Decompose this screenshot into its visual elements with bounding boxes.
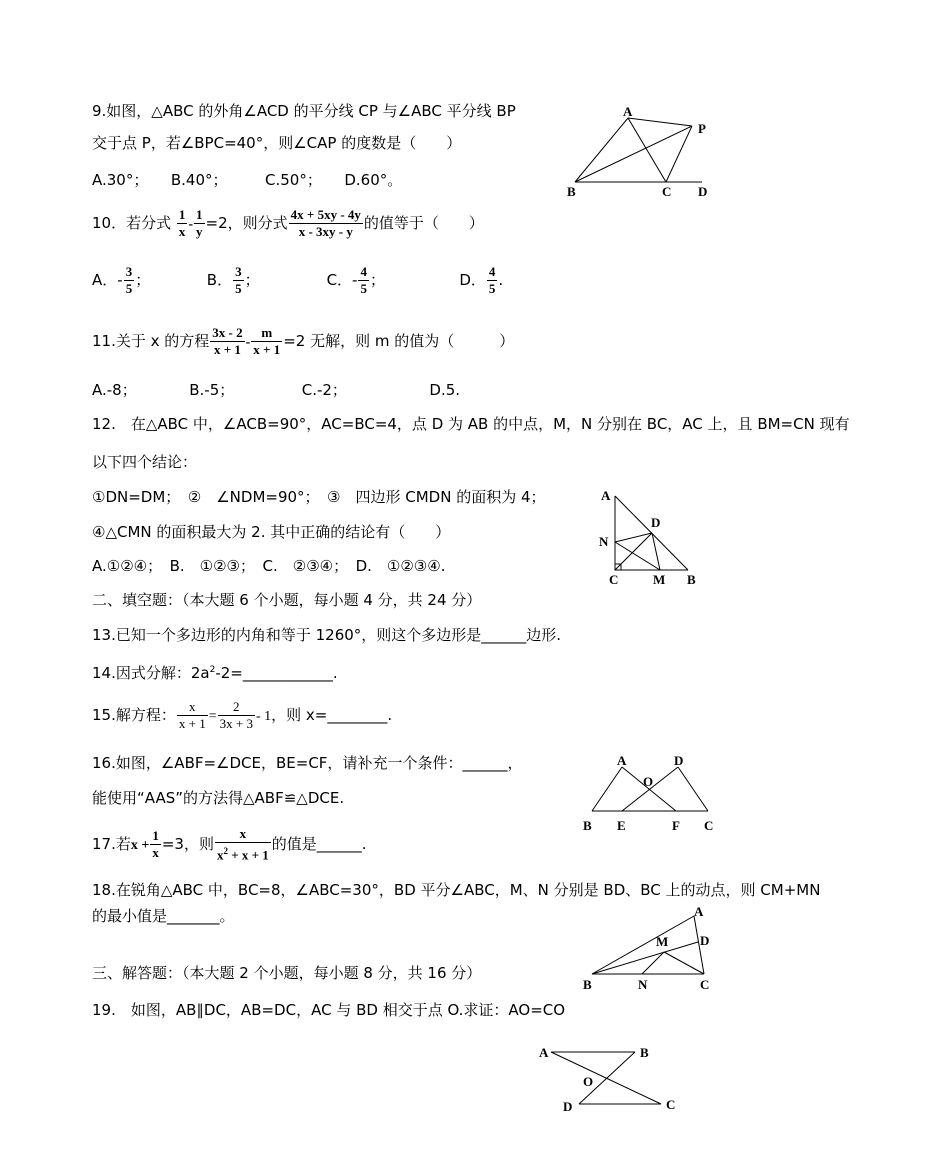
q19-label-o: O (583, 1074, 594, 1089)
q10-eq: =2，则分式 (205, 214, 288, 232)
q10-optb-frac (233, 264, 244, 297)
q11-options: A.-8； B.-5； C.-2； D.5. (92, 381, 461, 399)
q19-label-c: C (666, 1097, 676, 1112)
q10-optc-label: C．- (326, 271, 358, 289)
q15-prefix: 15.解方程： (92, 706, 176, 724)
q11-minus: - (245, 335, 251, 350)
q10-opta-frac (124, 264, 135, 297)
q10-f2-num: 1 (196, 207, 203, 222)
q11-fraction-2 (251, 325, 282, 358)
q10-optb-end: ； (244, 271, 260, 289)
q18-line-bd (592, 942, 698, 974)
q14-superscript: 2 (209, 665, 216, 675)
q10-optd-den: 5 (488, 281, 496, 296)
q10-optc-end: ； (369, 271, 385, 289)
q14-line (92, 660, 338, 683)
q9-line-ac (628, 118, 666, 182)
q10-prefix: 10．若分式 (92, 214, 172, 232)
q9-label-b: B (567, 184, 576, 199)
q12-label-a: A (601, 488, 611, 503)
q17-prefix: 17.若 (92, 835, 131, 854)
q16-label-b: B (583, 818, 592, 833)
q18-line-ba (592, 916, 694, 974)
q17-fraction-2 (215, 826, 271, 863)
q17-f2-num: x (215, 826, 271, 843)
q18-label-c: C (700, 977, 710, 992)
q9-figure (560, 102, 720, 202)
q18-line-mc (664, 952, 704, 974)
q10-opta-num: 3 (125, 264, 133, 279)
q12-line5: A.①②④； B. ①②③； C. ②③④； D. ①②③④. (92, 557, 446, 575)
q16-label-a: A (617, 753, 627, 768)
q10-optd-end: . (498, 271, 504, 289)
q10-f2-den: y (196, 224, 203, 239)
q18-label-n: N (638, 977, 648, 992)
q15-f2-num: 2 (218, 699, 255, 716)
q19-label-a: A (539, 1045, 549, 1060)
q15-line (92, 697, 392, 735)
q16-line2: 能使用“AAS”的方法得△ABF≌△DCE. (92, 789, 345, 807)
q16-line-dc (678, 767, 708, 811)
q15-f2-den: 3x + 3 (219, 716, 253, 731)
q16-line-ba (592, 767, 622, 811)
q9-options: A.30°； B.40°； C.50°； D.60°。 (92, 171, 403, 189)
q17-f1-num: 1 (152, 828, 159, 844)
q12-line3: ①DN=DM； ② ∠NDM=90°； ③ 四边形 CMDN 的面积为 4； (92, 488, 546, 506)
q10-optb-den: 5 (235, 281, 242, 296)
q13-line: 13.已知一个多边形的内角和等于 1260°，则这个多边形是______边形. (92, 626, 562, 644)
q10-f1-den: x (178, 224, 186, 239)
q10-option-b (207, 262, 322, 298)
q16-line1: 16.如图，∠ABF=∠DCE，BE=CF，请补充一个条件：______， (92, 754, 523, 772)
q9-line-bp (575, 126, 692, 182)
q11-fraction-1 (210, 325, 244, 358)
q9-line-cp (666, 126, 692, 182)
section-3-heading: 三、解答题：（本大题 2 个小题，每小题 8 分，共 16 分） (92, 964, 482, 982)
q9-line-ap (628, 118, 692, 126)
q15-minus1: - 1 (255, 709, 272, 724)
q10-optc-frac (358, 264, 369, 297)
q9-line1: 9.如图，△ABC 的外角∠ACD 的平分线 CP 与∠ABC 平分线 BP (92, 102, 516, 120)
q10-option-c (327, 262, 455, 298)
q18-line2: 的最小值是_______。 (92, 907, 235, 925)
q18-label-d: D (700, 933, 710, 948)
q11-f1-den: x + 1 (213, 342, 241, 357)
q11-prefix: 11.关于 x 的方程 (92, 332, 210, 350)
q15-eq: = (208, 709, 217, 724)
q17-f2-den (215, 843, 271, 863)
q10-suffix: 的值等于（ ） (363, 214, 484, 232)
q16-label-e: E (617, 818, 626, 833)
q10-optb-label: B． (206, 271, 233, 289)
q15-suffix: ，则 x=________. (271, 706, 393, 724)
q11-suffix: =2 无解，则 m 的值为（ ） (283, 332, 515, 350)
q10-optd-num: 4 (488, 264, 496, 279)
q10-opta-label: A．- (92, 271, 123, 289)
q18-line1: 18.在锐角△ABC 中，BC=8，∠ABC=30°，BD 平分∠ABC，M、N 分别是 BD、BC 上的动点，则 CM+MN (92, 881, 821, 899)
q18-label-b: B (583, 977, 592, 992)
q10-fraction-1 (177, 207, 188, 240)
q12-line1: 12. 在△ABC 中，∠ACB=90°，AC=BC=4，点 D 为 AB 的中点，M，N 分别在 BC，AC 上，且 BM=CN 现有 (92, 415, 850, 433)
q11-line (92, 323, 514, 361)
q16-label-c: C (704, 818, 714, 833)
q12-line2: 以下四个结论： (92, 453, 198, 471)
q19-line: 19. 如图，AB∥DC，AB=DC，AC 与 BD 相交于点 O.求证：AO=CO (92, 1001, 566, 1019)
q9-label-p: P (698, 121, 706, 136)
q12-label-b: B (687, 572, 696, 587)
q10-f3-den: x - 3xy - y (298, 224, 353, 239)
q19-figure (533, 1040, 693, 1120)
q17-f1-den: x (152, 845, 159, 861)
q16-label-o: O (643, 774, 654, 789)
q10-options (92, 262, 503, 298)
q12-line-nm (615, 542, 660, 570)
q10-option-a (92, 262, 202, 298)
q10-opta-end: ； (135, 271, 151, 289)
q17-x-plus: x + (130, 838, 150, 854)
q17-f2-den-sup: 2 (223, 846, 228, 856)
q9-line-ba (575, 118, 628, 182)
q16-label-d: D (674, 753, 684, 768)
q17-fraction-1 (150, 828, 161, 861)
q10-fraction-2 (194, 207, 205, 240)
q10-optc-num: 4 (360, 264, 367, 279)
q14-suffix: -2=____________. (215, 664, 338, 682)
q15-f1-den: x + 1 (178, 716, 206, 731)
q15-fraction-1 (177, 699, 208, 732)
q12-line-nd (615, 533, 652, 542)
q15-fraction-2 (218, 699, 255, 732)
q12-label-m: M (653, 572, 666, 587)
q18-label-a: A (694, 904, 704, 919)
q9-label-c: C (662, 184, 672, 199)
q19-label-b: B (640, 1045, 649, 1060)
q17-f2-den-b: + x + 1 (227, 847, 269, 863)
q10-optd-frac (487, 264, 498, 297)
q10-optd-label: D． (459, 271, 486, 289)
q11-f2-num: m (251, 325, 282, 342)
q10-fraction-3 (289, 207, 363, 240)
q14-prefix: 14.因式分解：2a (92, 664, 210, 682)
q9-line2: 交于点 P，若∠BPC=40°，则∠CAP 的度数是（ ） (92, 134, 462, 152)
q12-line-dm (652, 533, 660, 570)
q10-line (92, 205, 484, 243)
section-2-heading: 二、填空题：（本大题 6 个小题，每小题 4 分，共 24 分） (92, 591, 482, 609)
q12-figure (592, 484, 712, 589)
q10-optc-den: 5 (360, 281, 367, 296)
q10-minus: - (188, 217, 194, 232)
q18-figure (580, 900, 730, 995)
q17-line (92, 826, 367, 864)
q16-label-f: F (672, 818, 680, 833)
q19-label-d: D (563, 1099, 573, 1114)
q17-f2-den-a: x (216, 847, 224, 863)
q12-label-d: D (651, 515, 661, 530)
q12-label-c: C (609, 572, 619, 587)
q9-label-a: A (623, 104, 633, 119)
q9-label-d: D (698, 184, 708, 199)
q11-f2-den: x + 1 (253, 342, 281, 357)
q17-eq: =3，则 (161, 835, 214, 854)
q12-label-n: N (599, 534, 609, 549)
q10-option-d (459, 264, 504, 296)
q10-opta-den: 5 (125, 281, 133, 296)
q18-label-m: M (656, 934, 669, 949)
q10-f1-num: 1 (178, 207, 186, 222)
q10-optb-num: 3 (235, 264, 242, 279)
q11-f1-num: 3x - 2 (212, 325, 243, 340)
q10-f3-num: 4x + 5xy - 4y (290, 207, 361, 222)
q16-figure (578, 752, 728, 837)
q12-line4: ④△CMN 的面积最大为 2. 其中正确的结论有（ ） (92, 523, 451, 541)
q15-f1-num: x (177, 699, 208, 716)
q17-suffix: 的值是______. (271, 835, 367, 854)
